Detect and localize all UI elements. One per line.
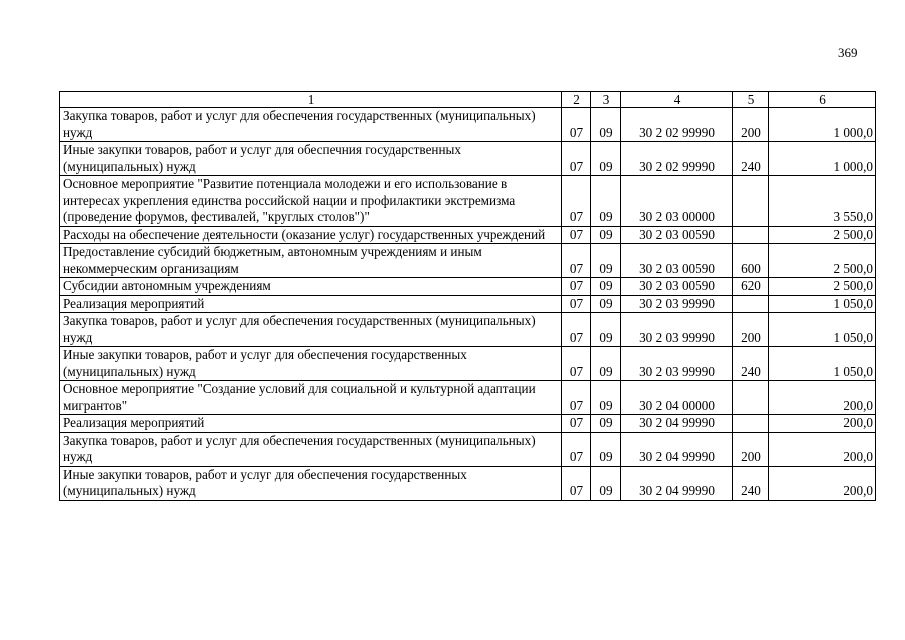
row-expense-type-cell: 620 [733, 278, 769, 296]
row-name-cell: Иные закупки товаров, работ и услуг для обеспечния государственных (муниципальных) нужд [60, 142, 562, 176]
row-section-cell: 07 [562, 176, 591, 227]
row-section-cell: 07 [562, 415, 591, 433]
row-subsection-cell: 09 [591, 142, 621, 176]
row-name-cell: Иные закупки товаров, работ и услуг для обеспечения государственных (муниципальных) нужд [60, 347, 562, 381]
row-name-cell: Предоставление субсидий бюджетным, автономным учреждениям и иным некоммерческим организациям [60, 244, 562, 278]
row-expense-type-cell: 600 [733, 244, 769, 278]
row-amount-cell: 1 000,0 [769, 142, 876, 176]
row-amount-cell: 2 500,0 [769, 244, 876, 278]
row-target-article-cell: 30 2 03 99990 [621, 295, 733, 313]
row-target-article-cell: 30 2 04 99990 [621, 432, 733, 466]
row-subsection-cell: 09 [591, 313, 621, 347]
row-name-cell: Реализация мероприятий [60, 295, 562, 313]
row-section-cell: 07 [562, 347, 591, 381]
row-subsection-cell: 09 [591, 244, 621, 278]
row-amount-cell: 2 500,0 [769, 278, 876, 296]
header-col-2: 2 [562, 92, 591, 108]
row-target-article-cell: 30 2 03 00590 [621, 278, 733, 296]
row-amount-cell: 200,0 [769, 432, 876, 466]
row-expense-type-cell: 240 [733, 466, 769, 500]
row-section-cell: 07 [562, 381, 591, 415]
table-row [60, 432, 876, 466]
row-target-article-cell: 30 2 04 99990 [621, 466, 733, 500]
row-target-article-cell: 30 2 03 00590 [621, 244, 733, 278]
row-subsection-cell: 09 [591, 226, 621, 244]
row-name-cell: Иные закупки товаров, работ и услуг для обеспечения государственных (муниципальных) нужд [60, 466, 562, 500]
row-expense-type-cell: 240 [733, 347, 769, 381]
row-target-article-cell: 30 2 03 99990 [621, 347, 733, 381]
row-subsection-cell: 09 [591, 466, 621, 500]
row-section-cell: 07 [562, 432, 591, 466]
row-expense-type-cell: 240 [733, 142, 769, 176]
row-amount-cell: 200,0 [769, 466, 876, 500]
row-amount-cell: 3 550,0 [769, 176, 876, 227]
row-target-article-cell: 30 2 04 99990 [621, 415, 733, 433]
header-col-6: 6 [769, 92, 876, 108]
table-row [60, 295, 876, 313]
table-row [60, 415, 876, 433]
row-section-cell: 07 [562, 244, 591, 278]
row-section-cell: 07 [562, 108, 591, 142]
row-section-cell: 07 [562, 313, 591, 347]
row-amount-cell: 200,0 [769, 415, 876, 433]
row-name-cell: Субсидии автономным учреждениям [60, 278, 562, 296]
table-header-row [60, 92, 876, 108]
table-row [60, 108, 876, 142]
row-subsection-cell: 09 [591, 176, 621, 227]
row-target-article-cell: 30 2 02 99990 [621, 142, 733, 176]
table-row [60, 244, 876, 278]
row-target-article-cell: 30 2 03 00590 [621, 226, 733, 244]
row-target-article-cell: 30 2 03 99990 [621, 313, 733, 347]
row-amount-cell: 1 000,0 [769, 108, 876, 142]
row-amount-cell: 2 500,0 [769, 226, 876, 244]
table-row [60, 466, 876, 500]
row-expense-type-cell: 200 [733, 108, 769, 142]
row-subsection-cell: 09 [591, 415, 621, 433]
row-subsection-cell: 09 [591, 295, 621, 313]
row-name-cell: Закупка товаров, работ и услуг для обеспечения государственных (муниципальных) нужд [60, 108, 562, 142]
row-expense-type-cell [733, 226, 769, 244]
row-name-cell: Основное мероприятие "Развитие потенциала молодежи и его использование в интересах укрепления единства российской нации и профилактики экстремизма (проведение форумов, фестивалей, "круглых столов")" [60, 176, 562, 227]
row-expense-type-cell: 200 [733, 313, 769, 347]
row-amount-cell: 200,0 [769, 381, 876, 415]
row-section-cell: 07 [562, 226, 591, 244]
row-subsection-cell: 09 [591, 432, 621, 466]
row-expense-type-cell: 200 [733, 432, 769, 466]
row-section-cell: 07 [562, 142, 591, 176]
row-amount-cell: 1 050,0 [769, 347, 876, 381]
row-subsection-cell: 09 [591, 381, 621, 415]
row-subsection-cell: 09 [591, 278, 621, 296]
row-target-article-cell: 30 2 03 00000 [621, 176, 733, 227]
row-section-cell: 07 [562, 278, 591, 296]
page-number: 369 [838, 45, 858, 60]
table-row [60, 347, 876, 381]
row-subsection-cell: 09 [591, 108, 621, 142]
row-name-cell: Закупка товаров, работ и услуг для обеспечения государственных (муниципальных) нужд [60, 313, 562, 347]
table-row [60, 278, 876, 296]
row-expense-type-cell [733, 176, 769, 227]
row-name-cell: Закупка товаров, работ и услуг для обеспечения государственных (муниципальных) нужд [60, 432, 562, 466]
budget-table [59, 91, 876, 501]
row-expense-type-cell [733, 415, 769, 433]
table-row [60, 381, 876, 415]
row-name-cell: Расходы на обеспечение деятельности (оказание услуг) государственных учреждений [60, 226, 562, 244]
row-expense-type-cell [733, 295, 769, 313]
table-row [60, 176, 876, 227]
header-col-3: 3 [591, 92, 621, 108]
row-name-cell: Основное мероприятие "Создание условий для социальной и культурной адаптации мигрантов" [60, 381, 562, 415]
header-col-1: 1 [60, 92, 562, 108]
row-subsection-cell: 09 [591, 347, 621, 381]
row-amount-cell: 1 050,0 [769, 313, 876, 347]
row-section-cell: 07 [562, 466, 591, 500]
table-row [60, 313, 876, 347]
table-row [60, 226, 876, 244]
row-target-article-cell: 30 2 02 99990 [621, 108, 733, 142]
table-row [60, 142, 876, 176]
header-col-5: 5 [733, 92, 769, 108]
row-section-cell: 07 [562, 295, 591, 313]
row-name-cell: Реализация мероприятий [60, 415, 562, 433]
row-amount-cell: 1 050,0 [769, 295, 876, 313]
row-expense-type-cell [733, 381, 769, 415]
row-target-article-cell: 30 2 04 00000 [621, 381, 733, 415]
header-col-4: 4 [621, 92, 733, 108]
